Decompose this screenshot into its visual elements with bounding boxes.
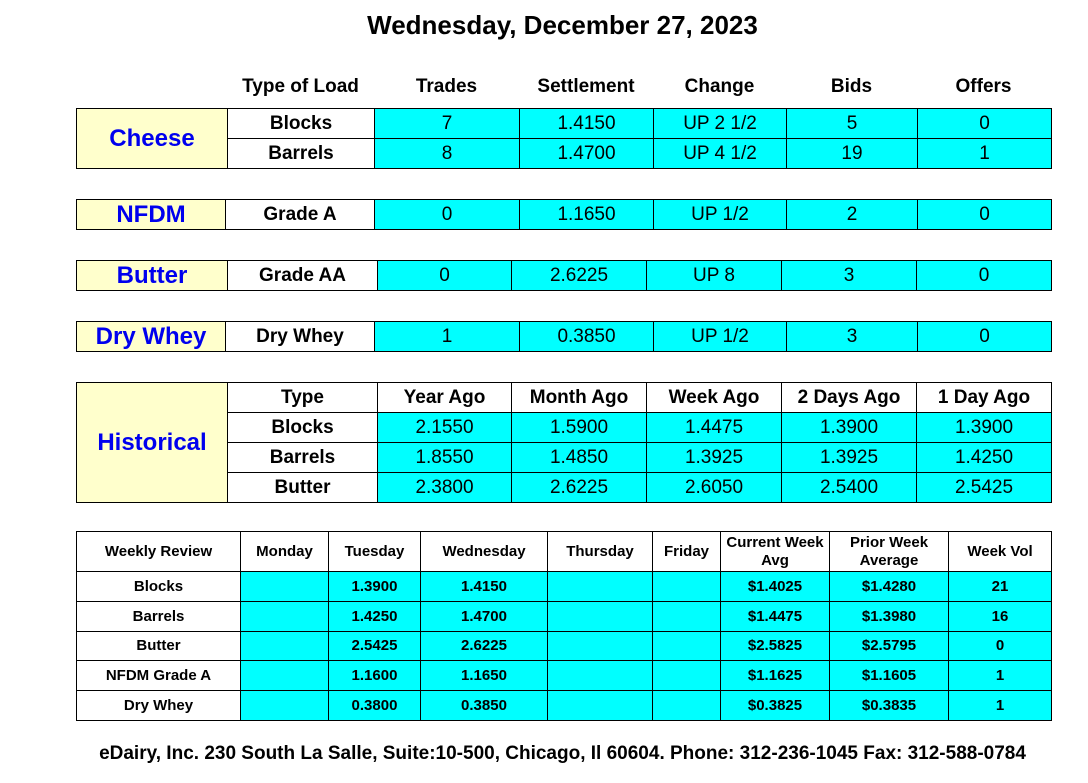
column-header: Wednesday bbox=[421, 532, 548, 572]
monday-cell bbox=[241, 691, 329, 721]
offers-cell: 1 bbox=[918, 139, 1052, 169]
row-label: Dry Whey bbox=[77, 691, 241, 721]
table-row bbox=[77, 572, 1052, 602]
column-header: Weekly Review bbox=[77, 532, 241, 572]
load-type: Dry Whey bbox=[226, 322, 375, 352]
value-cell: 1.4250 bbox=[917, 443, 1052, 473]
column-header: Thursday bbox=[548, 532, 653, 572]
prior-avg-cell: $1.3980 bbox=[830, 601, 949, 631]
column-header: Monday bbox=[241, 532, 329, 572]
monday-cell bbox=[241, 601, 329, 631]
row-label: NFDM Grade A bbox=[77, 661, 241, 691]
column-header: Month Ago bbox=[512, 383, 647, 413]
change-cell: UP 1/2 bbox=[654, 200, 787, 230]
tuesday-cell: 1.1600 bbox=[329, 661, 421, 691]
header-change: Change bbox=[684, 76, 755, 97]
column-header: Current Week Avg bbox=[721, 532, 830, 572]
column-header: 1 Day Ago bbox=[917, 383, 1052, 413]
trades-cell: 0 bbox=[375, 200, 520, 230]
column-header: Tuesday bbox=[329, 532, 421, 572]
change-cell: UP 2 1/2 bbox=[654, 109, 787, 139]
butter-label: Butter bbox=[77, 261, 228, 291]
friday-cell bbox=[653, 631, 721, 661]
header-offers: Offers bbox=[955, 76, 1012, 97]
friday-cell bbox=[653, 691, 721, 721]
thursday-cell bbox=[548, 572, 653, 602]
table-row bbox=[77, 200, 1052, 230]
value-cell: 1.3925 bbox=[647, 443, 782, 473]
thursday-cell bbox=[548, 691, 653, 721]
table-header-row bbox=[77, 532, 1052, 572]
value-cell: 2.3800 bbox=[378, 473, 512, 503]
value-cell: 1.3925 bbox=[782, 443, 917, 473]
value-cell: 2.5425 bbox=[917, 473, 1052, 503]
change-cell: UP 8 bbox=[647, 261, 782, 291]
settlement-cell: 2.6225 bbox=[512, 261, 647, 291]
thursday-cell bbox=[548, 661, 653, 691]
column-header: Type bbox=[228, 383, 378, 413]
column-header: Friday bbox=[653, 532, 721, 572]
tuesday-cell: 2.5425 bbox=[329, 631, 421, 661]
column-header: Prior Week Average bbox=[830, 532, 949, 572]
friday-cell bbox=[653, 572, 721, 602]
drywhey-table bbox=[76, 321, 1052, 352]
tuesday-cell: 1.4250 bbox=[329, 601, 421, 631]
header-bids: Bids bbox=[830, 76, 873, 97]
trades-cell: 7 bbox=[375, 109, 520, 139]
week-vol-cell: 1 bbox=[949, 661, 1052, 691]
cheese-table bbox=[76, 108, 1052, 169]
table-row bbox=[77, 322, 1052, 352]
value-cell: 1.5900 bbox=[512, 413, 647, 443]
wednesday-cell: 1.4150 bbox=[421, 572, 548, 602]
row-label: Barrels bbox=[77, 601, 241, 631]
table-row bbox=[77, 691, 1052, 721]
week-vol-cell: 1 bbox=[949, 691, 1052, 721]
monday-cell bbox=[241, 572, 329, 602]
header-settlement: Settlement bbox=[537, 76, 635, 97]
value-cell: 1.3900 bbox=[917, 413, 1052, 443]
table-row bbox=[77, 383, 1052, 413]
nfdm-table bbox=[76, 199, 1052, 230]
offers-cell: 0 bbox=[918, 322, 1052, 352]
value-cell: 2.1550 bbox=[378, 413, 512, 443]
load-type: Grade A bbox=[226, 200, 375, 230]
drywhey-label: Dry Whey bbox=[77, 322, 226, 352]
current-avg-cell: $2.5825 bbox=[721, 631, 830, 661]
historical-label: Historical bbox=[77, 383, 228, 503]
table-row bbox=[77, 661, 1052, 691]
prior-avg-cell: $0.3835 bbox=[830, 691, 949, 721]
week-vol-cell: 0 bbox=[949, 631, 1052, 661]
page-title: Wednesday, December 27, 2023 bbox=[367, 10, 758, 40]
current-avg-cell: $1.1625 bbox=[721, 661, 830, 691]
current-avg-cell: $1.4475 bbox=[721, 601, 830, 631]
thursday-cell bbox=[548, 631, 653, 661]
prior-avg-cell: $1.4280 bbox=[830, 572, 949, 602]
value-cell: 2.6225 bbox=[512, 473, 647, 503]
footer-contact: eDairy, Inc. 230 South La Salle, Suite:10-500, Chicago, Il 60604. Phone: 312-236-1045 Fax: 312-588-0784 bbox=[99, 743, 1026, 764]
thursday-cell bbox=[548, 601, 653, 631]
wednesday-cell: 0.3850 bbox=[421, 691, 548, 721]
bids-cell: 5 bbox=[787, 109, 918, 139]
butter-table bbox=[76, 260, 1052, 291]
cheese-label: Cheese bbox=[77, 109, 228, 169]
monday-cell bbox=[241, 631, 329, 661]
row-label: Blocks bbox=[228, 413, 378, 443]
load-type: Barrels bbox=[228, 139, 375, 169]
table-row bbox=[77, 601, 1052, 631]
change-cell: UP 1/2 bbox=[654, 322, 787, 352]
table-row bbox=[77, 109, 1052, 139]
settlement-cell: 0.3850 bbox=[520, 322, 654, 352]
friday-cell bbox=[653, 661, 721, 691]
prior-avg-cell: $1.1605 bbox=[830, 661, 949, 691]
row-label: Butter bbox=[77, 631, 241, 661]
tuesday-cell: 0.3800 bbox=[329, 691, 421, 721]
offers-cell: 0 bbox=[918, 109, 1052, 139]
settlement-cell: 1.4150 bbox=[520, 109, 654, 139]
week-vol-cell: 21 bbox=[949, 572, 1052, 602]
row-label: Blocks bbox=[77, 572, 241, 602]
column-header: 2 Days Ago bbox=[782, 383, 917, 413]
header-trades: Trades bbox=[415, 76, 478, 97]
value-cell: 2.5400 bbox=[782, 473, 917, 503]
monday-cell bbox=[241, 661, 329, 691]
row-label: Barrels bbox=[228, 443, 378, 473]
table-row bbox=[77, 631, 1052, 661]
wednesday-cell: 2.6225 bbox=[421, 631, 548, 661]
offers-cell: 0 bbox=[918, 200, 1052, 230]
week-vol-cell: 16 bbox=[949, 601, 1052, 631]
bids-cell: 2 bbox=[787, 200, 918, 230]
trades-cell: 1 bbox=[375, 322, 520, 352]
value-cell: 1.8550 bbox=[378, 443, 512, 473]
bids-cell: 3 bbox=[782, 261, 917, 291]
historical-table bbox=[76, 382, 1052, 503]
wednesday-cell: 1.4700 bbox=[421, 601, 548, 631]
column-header: Week Vol bbox=[949, 532, 1052, 572]
change-cell: UP 4 1/2 bbox=[654, 139, 787, 169]
weekly-review-table bbox=[76, 531, 1052, 721]
column-header: Week Ago bbox=[647, 383, 782, 413]
value-cell: 1.4850 bbox=[512, 443, 647, 473]
trades-cell: 8 bbox=[375, 139, 520, 169]
current-avg-cell: $1.4025 bbox=[721, 572, 830, 602]
header-type-of-load: Type of Load bbox=[242, 76, 359, 97]
row-label: Butter bbox=[228, 473, 378, 503]
column-header: Year Ago bbox=[378, 383, 512, 413]
friday-cell bbox=[653, 601, 721, 631]
table-row bbox=[77, 261, 1052, 291]
settlement-cell: 1.1650 bbox=[520, 200, 654, 230]
tuesday-cell: 1.3900 bbox=[329, 572, 421, 602]
offers-cell: 0 bbox=[917, 261, 1052, 291]
settlement-cell: 1.4700 bbox=[520, 139, 654, 169]
bids-cell: 19 bbox=[787, 139, 918, 169]
wednesday-cell: 1.1650 bbox=[421, 661, 548, 691]
value-cell: 1.4475 bbox=[647, 413, 782, 443]
nfdm-label: NFDM bbox=[77, 200, 226, 230]
bids-cell: 3 bbox=[787, 322, 918, 352]
trades-cell: 0 bbox=[378, 261, 512, 291]
load-type: Blocks bbox=[228, 109, 375, 139]
value-cell: 1.3900 bbox=[782, 413, 917, 443]
load-type: Grade AA bbox=[228, 261, 378, 291]
value-cell: 2.6050 bbox=[647, 473, 782, 503]
prior-avg-cell: $2.5795 bbox=[830, 631, 949, 661]
current-avg-cell: $0.3825 bbox=[721, 691, 830, 721]
